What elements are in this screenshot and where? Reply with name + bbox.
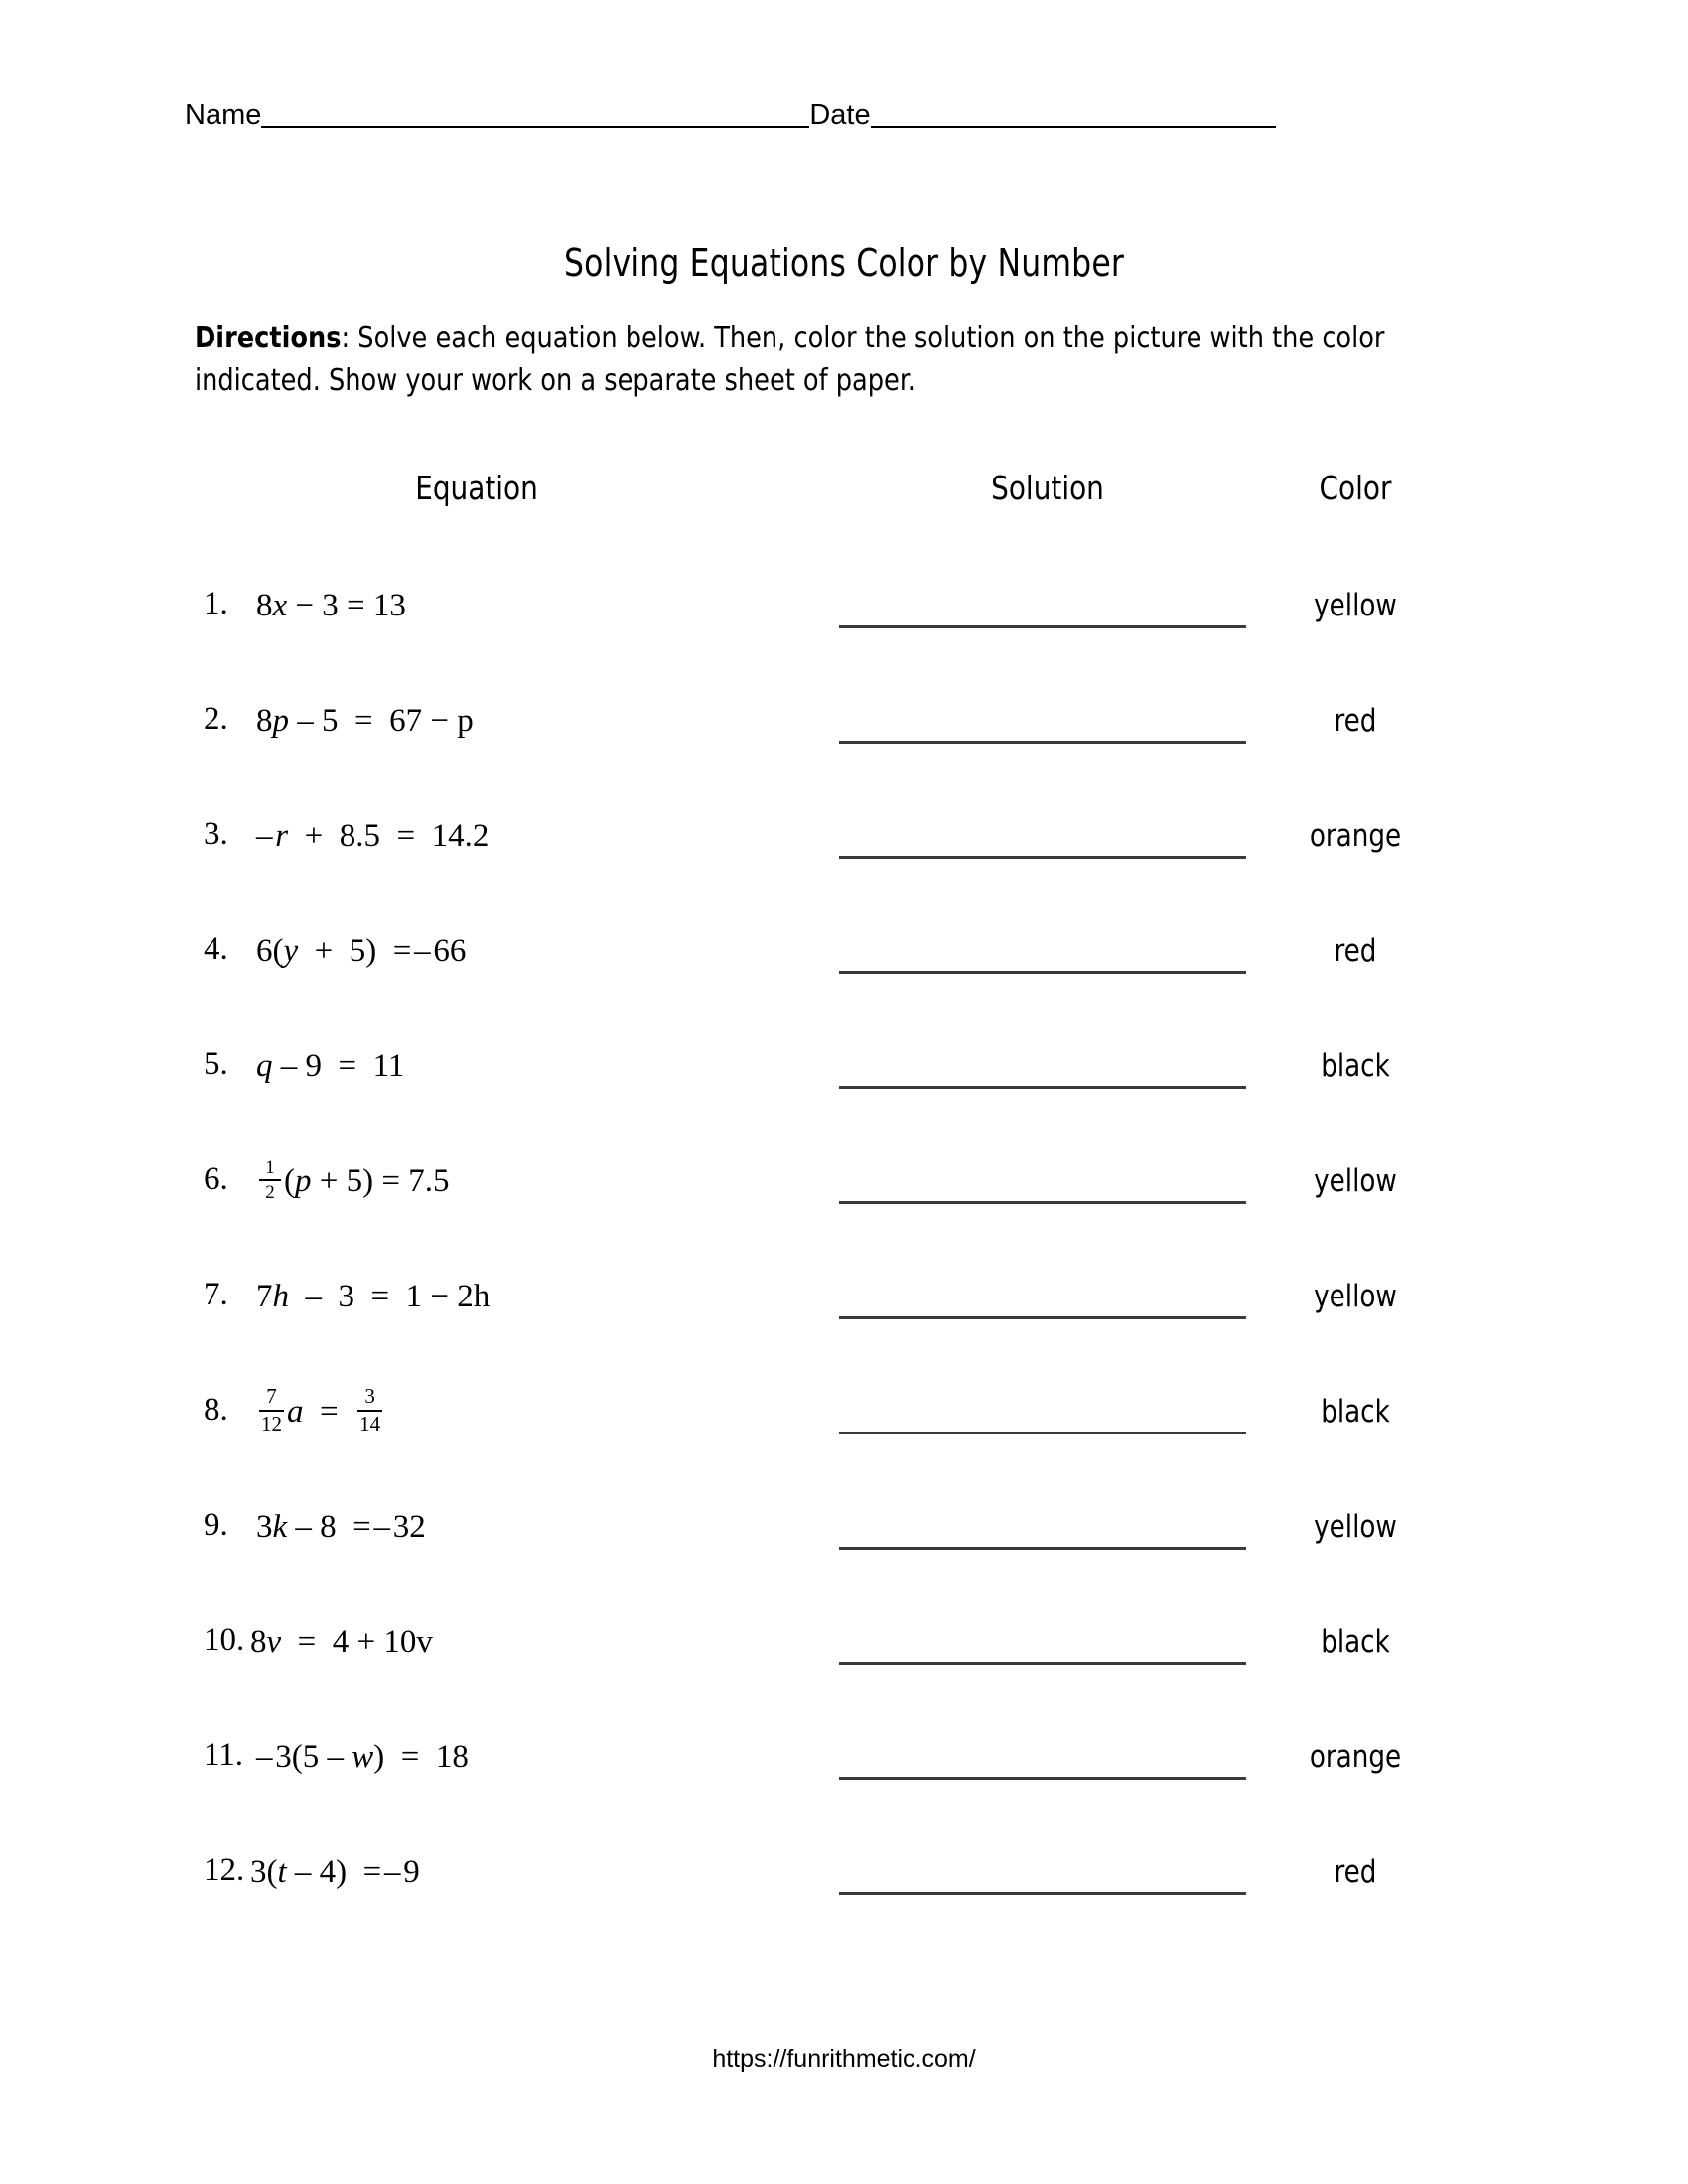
problem-number: 3.	[204, 816, 228, 852]
problem-row	[0, 1841, 1688, 1956]
problem-color: black	[1321, 1048, 1390, 1084]
footer-url[interactable]: https://funrithmetic.com/	[712, 2045, 976, 2073]
problem-color: orange	[1309, 818, 1402, 854]
problem-row	[0, 1150, 1688, 1265]
name-blank-line[interactable]	[261, 126, 809, 128]
problem-number: 9.	[204, 1507, 228, 1543]
solution-blank-line[interactable]	[839, 1316, 1246, 1319]
problem-equation: – r + 8.5 = 14.2	[256, 817, 490, 854]
fraction-one-half	[259, 1158, 281, 1204]
column-header-equation: Equation	[415, 469, 538, 507]
fraction-numerator: 7	[266, 1384, 277, 1409]
solution-blank-line[interactable]	[839, 1777, 1246, 1780]
problem-number: 5.	[204, 1046, 228, 1082]
fraction-seven-twelfths	[259, 1385, 284, 1435]
problem-equation: 3( t – 4) = – 9	[250, 1853, 420, 1890]
problem-number: 12.	[204, 1852, 245, 1888]
problem-row	[0, 804, 1688, 919]
fraction-three-fourteenths	[357, 1385, 382, 1435]
problem-color: yellow	[1314, 1509, 1397, 1545]
fraction-denominator: 2	[265, 1182, 275, 1203]
fraction-denominator: 14	[359, 1412, 381, 1435]
problem-color: yellow	[1314, 588, 1397, 623]
problem-color: red	[1334, 703, 1377, 739]
problem-equation: 8 x − 3 = 13	[256, 587, 406, 623]
problem-color: black	[1321, 1394, 1390, 1430]
problem-number: 6.	[204, 1161, 228, 1197]
problem-color: orange	[1309, 1739, 1402, 1775]
problem-color: yellow	[1314, 1163, 1397, 1199]
page-title: Solving Equations Color by Number	[564, 241, 1124, 285]
solution-blank-line[interactable]	[839, 856, 1246, 859]
column-header-solution: Solution	[991, 469, 1104, 507]
problem-number: 7.	[204, 1277, 228, 1312]
problem-row	[0, 689, 1688, 804]
problem-equation: 7 h – 3 = 1 − 2h	[256, 1278, 491, 1314]
solution-blank-line[interactable]	[839, 625, 1246, 628]
problem-list	[0, 574, 1688, 1956]
problem-row	[0, 1495, 1688, 1610]
problem-number: 11.	[204, 1737, 244, 1773]
problem-row	[0, 1610, 1688, 1725]
problem-number: 4.	[204, 931, 228, 967]
problem-color: black	[1321, 1624, 1390, 1660]
column-header-color: Color	[1319, 469, 1392, 507]
fraction-denominator: 12	[261, 1412, 282, 1435]
problem-row	[0, 574, 1688, 689]
problem-equation: $\frac{1}{2}$ ( p + 5) = 7.5	[256, 1161, 449, 1201]
directions-paragraph	[195, 318, 1421, 402]
problem-number: 1.	[204, 586, 228, 621]
solution-blank-line[interactable]	[839, 1547, 1246, 1550]
name-date-header	[185, 91, 1466, 131]
solution-blank-line[interactable]	[839, 1892, 1246, 1895]
solution-blank-line[interactable]	[839, 1086, 1246, 1089]
problem-equation: q – 9 = 11	[256, 1047, 405, 1084]
solution-blank-line[interactable]	[839, 1432, 1246, 1434]
problem-row	[0, 1265, 1688, 1380]
directions-label: Directions	[195, 321, 342, 355]
problem-equation: 8 v = 4 + 10v	[250, 1623, 433, 1660]
problem-number: 2.	[204, 701, 228, 737]
problem-row	[0, 1725, 1688, 1841]
solution-blank-line[interactable]	[839, 1201, 1246, 1204]
fraction-bar	[259, 1179, 281, 1181]
problem-color: red	[1334, 1854, 1377, 1890]
solution-blank-line[interactable]	[839, 1662, 1246, 1665]
fraction-numerator: 1	[265, 1157, 275, 1178]
problem-equation: 6( y + 5) = – 66	[256, 932, 467, 969]
problem-row	[0, 1380, 1688, 1495]
date-blank-line[interactable]	[871, 126, 1276, 128]
problem-row	[0, 919, 1688, 1034]
problem-equation: $\frac{7}{12}$ a = $\frac{3}{14}$	[261, 1384, 381, 1435]
problem-equation: – 3(5 – w ) = 18	[256, 1738, 469, 1775]
problem-number: 8.	[204, 1392, 228, 1428]
problem-equation: 8 p – 5 = 67 − p	[256, 702, 474, 739]
date-label: Date	[809, 99, 871, 131]
directions-text: Solve each equation below. Then, color the solution on the picture with the color indicated. Show your work on a separate sheet of paper.	[195, 321, 1385, 398]
solution-blank-line[interactable]	[839, 971, 1246, 974]
solution-blank-line[interactable]	[839, 741, 1246, 744]
name-label: Name	[185, 99, 262, 131]
problem-row	[0, 1034, 1688, 1150]
problem-equation: 3 k – 8 = – 32	[256, 1508, 426, 1545]
problem-number: 10.	[204, 1622, 245, 1658]
problem-color: red	[1334, 933, 1377, 969]
problem-color: yellow	[1314, 1279, 1397, 1314]
directions-separator: :	[341, 321, 358, 355]
fraction-numerator: 3	[364, 1384, 375, 1409]
